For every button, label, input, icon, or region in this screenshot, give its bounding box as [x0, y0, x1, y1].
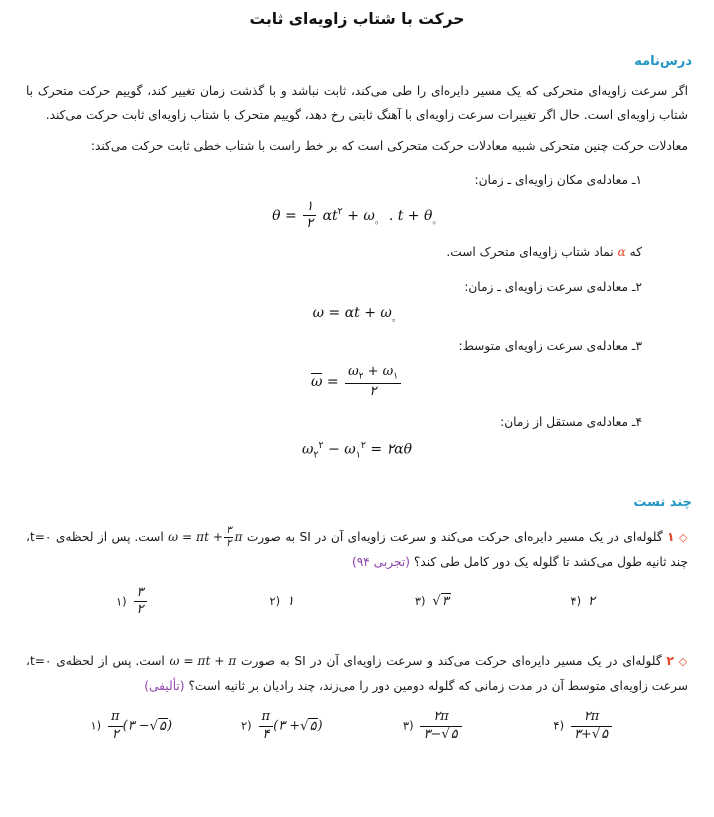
- lesson-item-1-label: ۱ـ معادله‌ی مکان زاویه‌ای ـ زمان:: [474, 173, 642, 188]
- choice-1-4-label: (۴: [570, 594, 582, 609]
- question-2-number: ۲: [666, 653, 674, 669]
- choice-2-4-den-b: ۵: [601, 726, 609, 742]
- choice-2-4[interactable]: [508, 709, 659, 743]
- lesson-note: [22, 240, 692, 264]
- question-1-text: [22, 524, 692, 575]
- sqrt-icon: √۵: [441, 726, 458, 742]
- formula-ti-eq: =: [370, 442, 383, 459]
- choice-2-1-fraction: [108, 709, 123, 743]
- formula-ap-tail: . t + θ: [388, 207, 433, 224]
- formula-average-velocity: [22, 364, 692, 400]
- choice-1-2-plain: ۱: [287, 594, 295, 610]
- choice-2-2-num: π: [259, 709, 274, 726]
- choice-1-1[interactable]: [56, 585, 207, 619]
- formula-avg-num-b: ω: [382, 364, 394, 380]
- choice-2-1-inner-a: ۳ −: [127, 718, 150, 734]
- lesson-note-prefix: که: [625, 245, 642, 260]
- question-2-text: [22, 648, 692, 699]
- lesson-note-text: نماد شتاب زاویه‌ای متحرک است.: [446, 245, 618, 260]
- question-1-choices: [56, 585, 658, 619]
- formula-ti-b-sup: ۲: [360, 440, 366, 452]
- choice-2-4-den: [571, 727, 612, 743]
- formula-angular-velocity: [22, 305, 692, 324]
- choice-2-3-value: [420, 709, 461, 743]
- formula-ti-a-sup: ۲: [318, 440, 324, 452]
- choice-1-4[interactable]: [508, 594, 659, 609]
- formula-ti-rhs: αθ: [394, 442, 413, 459]
- choice-1-1-num: ۳: [134, 585, 147, 602]
- formula-ap-exp: ۲: [337, 205, 343, 217]
- lesson-item-3-label: ۳ـ معادله‌ی سرعت زاویه‌ای متوسط:: [458, 338, 642, 353]
- choice-1-4-value: [588, 594, 595, 609]
- formula-avg-den: ۲: [369, 383, 377, 399]
- formula-avg-num-plus: +: [367, 364, 379, 380]
- diamond-icon: ◇: [679, 530, 688, 544]
- formula-avg-eq: =: [326, 374, 339, 391]
- choice-2-2[interactable]: [207, 709, 358, 743]
- choice-1-4-plain: ۲: [588, 594, 596, 610]
- choice-2-2-fraction: [259, 709, 274, 743]
- question-2-text-before: گلوله‌ای در یک مسیر دایره‌ای حرکت می‌کند و سرعت زاویه‌ای آن در SI به صورت: [241, 654, 662, 669]
- choice-1-2-value: [287, 594, 294, 609]
- choice-1-3[interactable]: [357, 594, 508, 609]
- lesson-item-4-label: ۴ـ معادله‌ی مستقل از زمان:: [500, 415, 642, 430]
- choice-2-4-num: ۲π: [571, 709, 612, 726]
- choice-1-3-radicand: ۳: [441, 594, 449, 610]
- formula-ap-sub2: 。: [432, 215, 442, 227]
- choice-2-2-inner-b: ۵: [309, 718, 317, 734]
- question-1-text-before: گلوله‌ای در یک مسیر دایره‌ای حرکت می‌کند و سرعت زاویه‌ای آن در SI به صورت: [246, 529, 663, 544]
- question-2: [22, 648, 692, 743]
- formula-avg-num: [345, 364, 401, 384]
- choice-2-1-paren-close: ): [166, 718, 173, 734]
- formula-ap-frac-num: ۱: [303, 199, 316, 216]
- formula-av-text: ω = αt + ω: [312, 304, 392, 321]
- diamond-icon-2: ◇: [678, 655, 689, 669]
- choice-2-4-den-a: ۳+: [573, 726, 592, 742]
- sqrt-icon: √۵: [149, 718, 166, 734]
- choice-1-3-value: [432, 594, 449, 609]
- formula-ap-fraction: [303, 199, 316, 233]
- choice-2-4-label: (۴: [553, 718, 565, 733]
- formula-avg-fraction: [345, 364, 401, 400]
- formula-avg-num-a-sub: ۲: [358, 371, 364, 382]
- sqrt-icon: √۵: [591, 726, 609, 742]
- formula-ti-b: ω: [344, 442, 356, 459]
- lesson-paragraph-1: اگر سرعت زاویه‌ای متحرکی که یک مسیر دایره‌ای را طی می‌کند، ثابت نباشد و با گذشت زمان تغییر کند، گوییم حرکت متحرک با شتاب زاویه‌ای است. حال اگر تغییرات سرعت زاویه‌ای با آهنگ ثابتی رخ دهد، گوییم متحرک با شتاب زاویه‌ای ثابت حرکت می‌کند.: [26, 84, 688, 123]
- question-1-math-frac-num: ۳: [226, 524, 232, 536]
- choice-2-2-inner-a: ۳ +: [278, 718, 301, 734]
- choice-2-3-den: [420, 727, 461, 743]
- choice-2-2-den: ۴: [262, 726, 270, 742]
- choice-2-3-den-b: ۵: [450, 726, 458, 742]
- formula-ap-lhs: θ =: [272, 207, 297, 224]
- section-heading-lesson: درس‌نامه: [634, 54, 692, 69]
- choice-1-3-label: (۳: [414, 594, 426, 609]
- formula-ti-a-sub: ۲: [313, 449, 319, 461]
- formula-ti-b-sub: ۱: [355, 449, 361, 461]
- question-1-math-frac: [224, 525, 233, 550]
- formula-avg-num-a: ω: [348, 364, 359, 380]
- question-1-text-after: است. پس از لحظه‌ی t=۰، چند ثانیه طول می‌کشد تا گلوله یک دور کامل طی کند؟: [26, 529, 688, 569]
- choice-2-3-fraction: [420, 709, 461, 743]
- question-1-number: ۱: [667, 528, 675, 544]
- question-1-math-lead: ω = πt +: [168, 529, 224, 544]
- choice-2-1-den: ۲: [111, 726, 119, 742]
- question-1-math-frac-den: ۲: [226, 537, 232, 549]
- formula-ti-minus: −: [328, 442, 340, 459]
- choice-2-2-paren: (: [273, 718, 279, 734]
- choice-2-3-den-a: ۳−: [423, 726, 442, 742]
- choice-2-1-value: [108, 709, 172, 743]
- question-2-choices: [56, 709, 658, 743]
- formula-ap-mid: αt: [322, 207, 338, 224]
- formula-ti-a: ω: [301, 442, 314, 459]
- formula-avg-num-b-sub: ۱: [393, 371, 398, 382]
- formula-ap-sub1: 。: [374, 215, 385, 227]
- choice-2-1-paren: (: [122, 718, 128, 734]
- sqrt-icon: √۳: [432, 594, 449, 610]
- question-1-math: [168, 525, 242, 550]
- page-title: حرکت با شتاب زاویه‌ای ثابت: [249, 10, 465, 28]
- formula-ti-coef: ۲: [386, 442, 395, 459]
- choice-2-4-fraction: [571, 709, 612, 743]
- formula-av-sub: 。: [391, 312, 402, 324]
- formula-avg-lhs: ω: [311, 374, 323, 391]
- choice-1-1-fraction: [134, 585, 147, 619]
- choice-1-1-label: (۱: [115, 594, 127, 609]
- document-page: [0, 10, 714, 817]
- choice-1-2-label: (۲: [269, 594, 281, 609]
- choice-1-1-den: ۲: [136, 602, 144, 618]
- choice-2-3-label: (۳: [402, 718, 414, 733]
- choice-2-2-label: (۲: [240, 718, 252, 733]
- choice-2-1-inner-b: ۵: [158, 718, 166, 734]
- formula-ap-plus: + ω: [347, 207, 375, 224]
- section-heading-tests: چند تست: [633, 494, 692, 510]
- choice-2-2-paren-close: ): [317, 718, 323, 734]
- alpha-symbol: α: [617, 245, 626, 260]
- formula-ap-frac-den: ۲: [306, 215, 314, 231]
- lesson-paragraph-2: معادلات حرکت چنین متحرکی شبیه معادلات حرکت متحرکی است که بر خط راست با شتاب خطی ثابت حرکت می‌کند:: [90, 138, 688, 153]
- choice-2-1-num: π: [108, 709, 123, 726]
- choice-1-2[interactable]: [207, 594, 358, 609]
- question-2-math: ω = πt + π: [169, 654, 237, 669]
- question-1-source: (تجربی ۹۴): [351, 554, 410, 569]
- question-1-math-tail: π: [234, 529, 243, 544]
- question-2-source: (تألیفی): [144, 679, 185, 694]
- question-1: [22, 524, 692, 619]
- choice-2-1-label: (۱: [90, 718, 102, 733]
- lesson-item-2-label: ۲ـ معادله‌ی سرعت زاویه‌ای ـ زمان:: [464, 279, 642, 294]
- formula-time-independent: [22, 440, 692, 460]
- choice-2-3-num: ۲π: [420, 709, 461, 726]
- choice-2-3[interactable]: [357, 709, 508, 743]
- sqrt-icon: √۵: [300, 718, 317, 734]
- choice-2-4-value: [571, 709, 612, 743]
- choice-2-1[interactable]: [56, 709, 207, 743]
- choice-1-1-value: [134, 585, 147, 619]
- formula-angular-position: [22, 199, 692, 233]
- choice-2-2-value: [259, 709, 323, 743]
- question-2-text-after: است. پس از لحظه‌ی t=۰، سرعت زاویه‌ای متوسط آن در مدت زمانی که گلوله دومین دور را می‌زند، چند رادیان بر ثانیه است؟: [26, 654, 688, 694]
